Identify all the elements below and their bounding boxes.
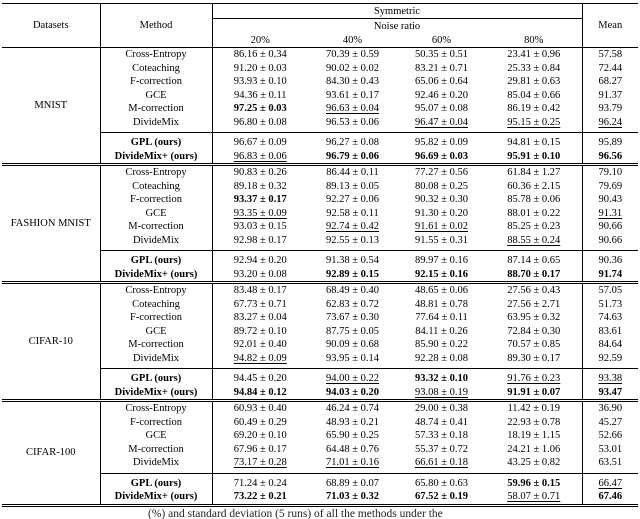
accuracy-value: 88.70 ± 0.17	[507, 268, 561, 280]
accuracy-value: 96.67 ± 0.09	[212, 133, 308, 150]
accuracy-value: 93.93 ± 0.10	[233, 76, 287, 88]
method-label: GPL (ours)	[100, 133, 212, 150]
accuracy-value: 95.82 ± 0.09	[397, 133, 486, 150]
accuracy-value: 89.18 ± 0.32	[233, 180, 287, 192]
method-label: DivideMix+ (ours)	[100, 386, 212, 401]
accuracy-value: 96.69 ± 0.03	[414, 150, 468, 162]
method-label: Cross-Entropy	[100, 48, 212, 62]
accuracy-value: 72.84 ± 0.30	[507, 325, 561, 337]
accuracy-value: 50.35 ± 0.51	[414, 49, 468, 61]
mean-value: 51.73	[582, 298, 638, 312]
mean-value: 93.47	[582, 386, 638, 401]
caption-fragment: (%) and standard deviation (5 runs) of all the methods under the	[148, 508, 443, 519]
header-row-group	[2, 4, 638, 19]
method-label: DivideMix+ (ours)	[100, 490, 212, 505]
accuracy-value: 67.52 ± 0.19	[414, 491, 468, 503]
mean-value: 63.51	[582, 456, 638, 473]
accuracy-value: 92.01 ± 0.40	[233, 339, 287, 351]
method-label: F-correction	[100, 311, 212, 325]
method-label: Cross-Entropy	[100, 283, 212, 298]
accuracy-value: 91.55 ± 0.31	[414, 234, 468, 246]
method-label: DivideMix	[100, 352, 212, 369]
method-label: GCE	[100, 207, 212, 221]
accuracy-value: 96.47 ± 0.04	[414, 116, 468, 128]
col-header-datasets: Datasets	[2, 4, 100, 48]
accuracy-value: 27.56 ± 0.43	[507, 285, 561, 297]
accuracy-value: 60.49 ± 0.29	[233, 416, 287, 428]
accuracy-value: 71.24 ± 0.24	[212, 473, 308, 490]
section-cifar-10	[2, 283, 638, 401]
accuracy-value: 89.13 ± 0.05	[325, 180, 379, 192]
accuracy-value: 73.67 ± 0.30	[325, 312, 379, 324]
accuracy-value: 55.37 ± 0.72	[414, 443, 468, 455]
mean-value: 91.37	[582, 89, 638, 103]
accuracy-value: 96.83 ± 0.06	[233, 150, 287, 162]
accuracy-value: 85.90 ± 0.22	[414, 339, 468, 351]
accuracy-value: 29.81 ± 0.63	[507, 76, 561, 88]
accuracy-value: 93.08 ± 0.19	[414, 386, 468, 398]
accuracy-value: 68.89 ± 0.07	[308, 473, 397, 490]
accuracy-value: 93.35 ± 0.09	[233, 207, 287, 219]
accuracy-value: 48.65 ± 0.06	[414, 285, 468, 297]
accuracy-value: 73.22 ± 0.21	[233, 491, 287, 503]
method-label: M-correction	[100, 102, 212, 116]
method-label: GCE	[100, 89, 212, 103]
accuracy-value: 91.61 ± 0.02	[414, 221, 468, 233]
accuracy-value: 66.61 ± 0.18	[414, 457, 468, 469]
accuracy-value: 46.24 ± 0.74	[325, 403, 379, 415]
mean-value: 91.31	[582, 207, 638, 221]
accuracy-value: 48.74 ± 0.41	[414, 416, 468, 428]
accuracy-value: 67.96 ± 0.17	[233, 443, 287, 455]
accuracy-value: 24.21 ± 1.06	[507, 443, 561, 455]
accuracy-value: 92.28 ± 0.08	[414, 352, 468, 364]
table-row	[2, 283, 638, 298]
mean-value: 52.66	[582, 429, 638, 443]
section-mnist	[2, 48, 638, 165]
accuracy-value: 93.95 ± 0.14	[325, 352, 379, 364]
accuracy-value: 95.15 ± 0.25	[507, 116, 561, 128]
accuracy-value: 91.30 ± 0.20	[414, 207, 468, 219]
accuracy-value: 94.03 ± 0.20	[325, 386, 379, 398]
section-cifar-100	[2, 401, 638, 506]
accuracy-value: 70.57 ± 0.85	[507, 339, 561, 351]
accuracy-value: 94.82 ± 0.09	[233, 352, 287, 364]
mean-value: 45.27	[582, 416, 638, 430]
accuracy-value: 61.84 ± 1.27	[507, 167, 561, 179]
accuracy-value: 65.90 ± 0.25	[325, 430, 379, 442]
method-label: GCE	[100, 429, 212, 443]
mean-value: 67.46	[582, 490, 638, 505]
col-header-method: Method	[100, 4, 212, 48]
method-label: DivideMix+ (ours)	[100, 268, 212, 283]
mean-value: 68.27	[582, 75, 638, 89]
accuracy-value: 89.30 ± 0.17	[507, 352, 561, 364]
accuracy-value: 94.84 ± 0.12	[233, 386, 287, 398]
accuracy-value: 65.80 ± 0.63	[397, 473, 486, 490]
accuracy-value: 62.83 ± 0.72	[325, 298, 379, 310]
accuracy-value: 11.42 ± 0.19	[507, 403, 561, 415]
method-label: DivideMix	[100, 116, 212, 133]
method-label: GPL (ours)	[100, 251, 212, 268]
mean-value: 72.44	[582, 62, 638, 76]
method-label: Cross-Entropy	[100, 401, 212, 416]
accuracy-value: 91.20 ± 0.03	[233, 62, 287, 74]
method-label: GPL (ours)	[100, 473, 212, 490]
mean-value: 57.58	[582, 48, 638, 62]
mean-value: 53.01	[582, 443, 638, 457]
method-label: F-correction	[100, 75, 212, 89]
accuracy-value: 58.07 ± 0.71	[507, 491, 561, 503]
accuracy-value: 94.81 ± 0.15	[486, 133, 582, 150]
accuracy-value: 86.44 ± 0.11	[326, 167, 379, 179]
accuracy-value: 96.27 ± 0.08	[308, 133, 397, 150]
col-header-symmetric: Symmetric	[212, 4, 582, 19]
mean-value: 96.56	[582, 150, 638, 165]
dataset-label: CIFAR-10	[2, 283, 100, 401]
accuracy-value: 89.97 ± 0.16	[397, 251, 486, 268]
accuracy-value: 97.25 ± 0.03	[233, 103, 287, 115]
accuracy-value: 73.17 ± 0.28	[233, 457, 287, 469]
accuracy-value: 96.63 ± 0.04	[325, 103, 379, 115]
dataset-label: MNIST	[2, 48, 100, 165]
accuracy-value: 29.00 ± 0.38	[414, 403, 468, 415]
accuracy-value: 95.91 ± 0.10	[507, 150, 561, 162]
mean-value: 96.24	[582, 116, 638, 133]
mean-value: 57.05	[582, 283, 638, 298]
col-header-noise-60: 60%	[431, 34, 452, 46]
col-header-noise-20: 20%	[250, 34, 270, 46]
mean-value: 66.47	[582, 473, 638, 490]
accuracy-value: 91.76 ± 0.23	[486, 369, 582, 386]
dataset-label: CIFAR-100	[2, 401, 100, 506]
accuracy-value: 91.91 ± 0.07	[507, 386, 561, 398]
mean-value: 79.10	[582, 165, 638, 180]
col-header-noise-ratio: Noise ratio	[373, 20, 421, 32]
accuracy-value: 93.61 ± 0.17	[325, 89, 379, 101]
accuracy-value: 85.78 ± 0.06	[507, 194, 561, 206]
accuracy-value: 77.27 ± 0.56	[414, 167, 468, 179]
accuracy-value: 43.25 ± 0.82	[507, 457, 561, 469]
accuracy-value: 18.19 ± 1.15	[507, 430, 561, 442]
accuracy-value: 67.73 ± 0.71	[233, 298, 287, 310]
dataset-label: FASHION MNIST	[2, 165, 100, 283]
accuracy-value: 63.95 ± 0.32	[507, 312, 561, 324]
accuracy-value: 92.55 ± 0.13	[325, 234, 379, 246]
accuracy-value: 84.11 ± 0.26	[415, 325, 468, 337]
accuracy-value: 96.79 ± 0.06	[325, 150, 379, 162]
accuracy-value: 48.81 ± 0.78	[414, 298, 468, 310]
col-header-mean: Mean	[582, 4, 638, 48]
accuracy-value: 86.16 ± 0.34	[233, 49, 287, 61]
section-fashion-mnist	[2, 165, 638, 283]
accuracy-value: 92.46 ± 0.20	[414, 89, 468, 101]
mean-value: 36.90	[582, 401, 638, 416]
mean-value: 92.59	[582, 352, 638, 369]
accuracy-value: 83.48 ± 0.17	[233, 285, 287, 297]
accuracy-value: 92.15 ± 0.16	[414, 268, 468, 280]
accuracy-value: 92.58 ± 0.11	[326, 207, 379, 219]
accuracy-value: 91.38 ± 0.54	[308, 251, 397, 268]
table-row	[2, 48, 638, 62]
mean-value: 93.38	[582, 369, 638, 386]
accuracy-value: 71.03 ± 0.32	[325, 491, 379, 503]
accuracy-value: 90.09 ± 0.68	[325, 339, 379, 351]
accuracy-value: 92.94 ± 0.20	[212, 251, 308, 268]
col-header-noise-80: 80%	[524, 34, 544, 46]
accuracy-value: 88.55 ± 0.24	[507, 234, 561, 246]
col-header-noise-40: 40%	[342, 34, 363, 46]
accuracy-value: 94.36 ± 0.11	[233, 89, 287, 101]
accuracy-value: 85.04 ± 0.66	[507, 89, 561, 101]
mean-value: 90.43	[582, 193, 638, 207]
method-label: M-correction	[100, 220, 212, 234]
mean-value: 93.79	[582, 102, 638, 116]
accuracy-value: 96.80 ± 0.08	[233, 116, 287, 128]
accuracy-value: 23.41 ± 0.96	[507, 49, 561, 61]
accuracy-value: 94.00 ± 0.22	[308, 369, 397, 386]
accuracy-value: 95.07 ± 0.08	[414, 103, 468, 115]
accuracy-value: 60.93 ± 0.40	[233, 403, 287, 415]
accuracy-value: 69.20 ± 0.10	[233, 430, 287, 442]
accuracy-value: 85.25 ± 0.23	[507, 221, 561, 233]
mean-value: 79.69	[582, 180, 638, 194]
accuracy-value: 48.93 ± 0.21	[325, 416, 379, 428]
accuracy-value: 77.64 ± 0.11	[415, 312, 468, 324]
accuracy-value: 88.01 ± 0.22	[507, 207, 561, 219]
accuracy-value: 92.74 ± 0.42	[325, 221, 379, 233]
accuracy-value: 93.32 ± 0.10	[397, 369, 486, 386]
method-label: Coteaching	[100, 180, 212, 194]
accuracy-value: 83.27 ± 0.04	[233, 312, 287, 324]
method-label: F-correction	[100, 416, 212, 430]
accuracy-value: 92.27 ± 0.06	[325, 194, 379, 206]
method-label: DivideMix	[100, 234, 212, 251]
accuracy-value: 93.20 ± 0.08	[233, 268, 287, 280]
mean-value: 90.66	[582, 220, 638, 234]
table-header	[2, 4, 638, 48]
mean-value: 90.66	[582, 234, 638, 251]
accuracy-value: 93.37 ± 0.17	[233, 194, 287, 206]
accuracy-value: 70.39 ± 0.59	[325, 49, 379, 61]
accuracy-value: 92.98 ± 0.17	[233, 234, 287, 246]
accuracy-value: 64.48 ± 0.76	[325, 443, 379, 455]
mean-value: 91.74	[582, 268, 638, 283]
accuracy-value: 68.49 ± 0.40	[325, 285, 379, 297]
accuracy-value: 27.56 ± 2.71	[507, 298, 561, 310]
accuracy-value: 59.96 ± 0.15	[486, 473, 582, 490]
accuracy-value: 80.08 ± 0.25	[414, 180, 468, 192]
mean-value: 95.89	[582, 133, 638, 150]
accuracy-value: 92.89 ± 0.15	[325, 268, 379, 280]
results-table	[2, 3, 638, 507]
accuracy-value: 96.53 ± 0.06	[325, 116, 379, 128]
accuracy-value: 89.72 ± 0.10	[233, 325, 287, 337]
method-label: GCE	[100, 325, 212, 339]
method-label: GPL (ours)	[100, 369, 212, 386]
accuracy-value: 87.75 ± 0.05	[325, 325, 379, 337]
method-label: F-correction	[100, 193, 212, 207]
mean-value: 83.61	[582, 325, 638, 339]
mean-value: 74.63	[582, 311, 638, 325]
method-label: Cross-Entropy	[100, 165, 212, 180]
accuracy-value: 90.32 ± 0.30	[414, 194, 468, 206]
accuracy-value: 84.30 ± 0.43	[325, 76, 379, 88]
accuracy-value: 71.01 ± 0.16	[325, 457, 379, 469]
table-row	[2, 401, 638, 416]
accuracy-value: 93.03 ± 0.15	[233, 221, 287, 233]
accuracy-value: 65.06 ± 0.64	[414, 76, 468, 88]
accuracy-value: 22.93 ± 0.78	[507, 416, 561, 428]
method-label: M-correction	[100, 338, 212, 352]
accuracy-value: 90.83 ± 0.26	[233, 167, 287, 179]
accuracy-value: 86.19 ± 0.42	[507, 103, 561, 115]
accuracy-value: 90.02 ± 0.02	[325, 62, 379, 74]
method-label: Coteaching	[100, 62, 212, 76]
method-label: DivideMix+ (ours)	[100, 150, 212, 165]
accuracy-value: 94.45 ± 0.20	[212, 369, 308, 386]
accuracy-value: 83.21 ± 0.71	[414, 62, 468, 74]
accuracy-value: 60.36 ± 2.15	[507, 180, 561, 192]
table-row	[2, 165, 638, 180]
method-label: DivideMix	[100, 456, 212, 473]
method-label: M-correction	[100, 443, 212, 457]
accuracy-value: 87.14 ± 0.65	[486, 251, 582, 268]
mean-value: 90.36	[582, 251, 638, 268]
accuracy-value: 25.33 ± 0.84	[507, 62, 561, 74]
accuracy-value: 57.33 ± 0.18	[414, 430, 468, 442]
mean-value: 84.64	[582, 338, 638, 352]
method-label: Coteaching	[100, 298, 212, 312]
